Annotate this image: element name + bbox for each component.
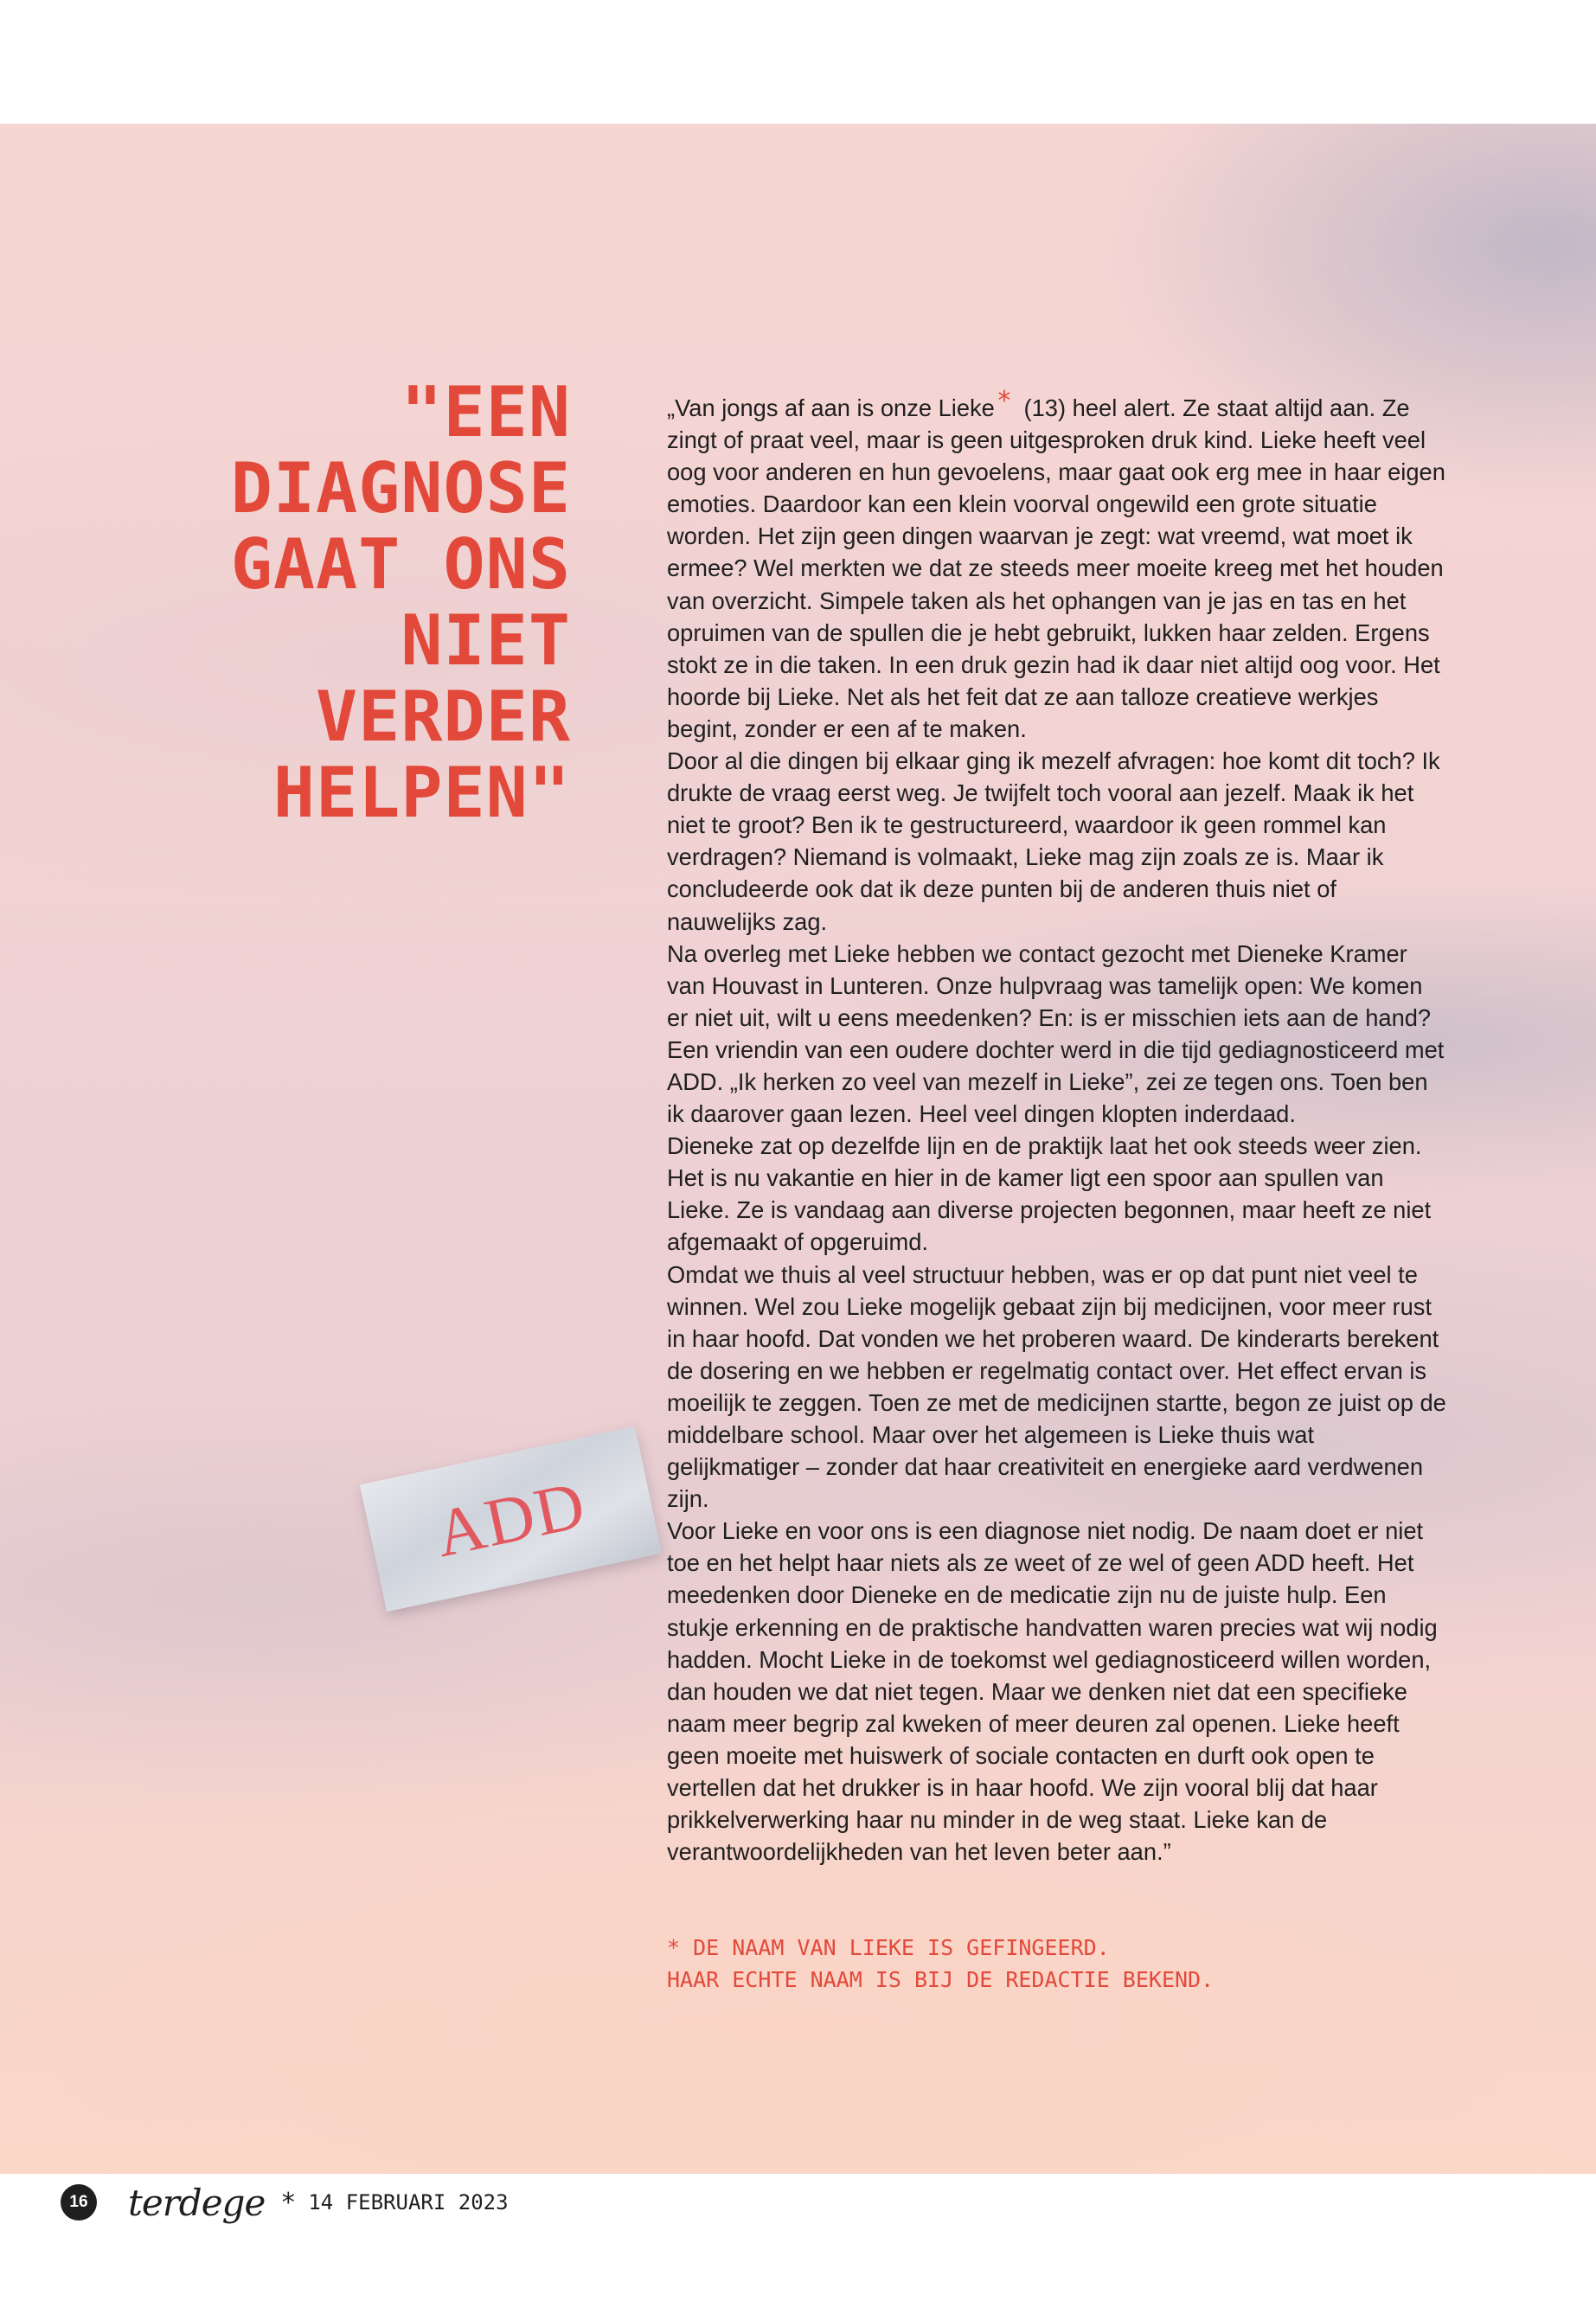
body-paragraph: Omdat we thuis al veel structuur hebben, was er op dat punt niet veel te winnen. Wel zou Lieke mogelijk gebaat zijn bij medicijnen, voor meer rust in haar hoofd. Dat vonden we het proberen waard. De kinderarts berekent de dosering en we hebben er regelmatig contact over. Het effect ervan is moeilijk te zeggen. Toen ze met de medicijnen startte, begon ze juist op de middelbare school. Maar over het algemeen is Lieke thuis wat gelijkmatiger – zonder dat haar creativiteit en energieke aard verdwenen zijn. [667, 1260, 1446, 1513]
body-paragraph [667, 385, 1450, 745]
headline-line: DIAGNOSE [230, 448, 571, 529]
add-tape-sticker [360, 1426, 662, 1612]
footnote-asterisk-icon: * [996, 386, 1012, 416]
body-paragraph: Voor Lieke en voor ons is een diagnose niet nodig. De naam doet er niet toe en het helpt haar niets als ze weet of ze wel of geen ADD heeft. Het meedenken door Dieneke en de medicatie zijn nu de juiste hulp. Een stukje erkenning en de praktische handvatten waren precies wat wij nodig hadden. Mocht Lieke in de toekomst wel gediagnosticeerd willen worden, dan houden we dat niet tegen. Maar we denken niet dat een specifieke naam meer begrip zal kweken of meer deuren zal openen. Lieke heeft geen moeite met huiswerk of sociale contacten en durft ook open te vertellen dat het drukker is in haar hoofd. We zijn vooral blij dat haar prikkelverwerking haar nu minder in de weg staat. Lieke kan de verantwoordelijkheden van het leven beter aan.” [667, 1517, 1438, 1866]
body-paragraph: Dieneke zat op dezelfde lijn en de praktijk laat het ook steeds weer zien. Het is nu vakantie en hier in de kamer ligt een spoor aan spullen van Lieke. Ze is vandaag aan diverse projecten begonnen, maar heeft ze niet afgemaakt of opgeruimd. [667, 1132, 1432, 1256]
headline-line: HELPEN" [272, 753, 571, 833]
headline-line: VERDER [316, 676, 571, 757]
article-body [667, 385, 1450, 1868]
body-paragraph: Na overleg met Lieke hebben we contact gezocht met Dieneke Kramer van Houvast in Lunteren. Onze hulpvraag was tamelijk open: We komen er niet uit, wilt u eens meedenken? En: is er misschien iets aan de hand? Een vriendin van een oudere dochter werd in die tijd gediagnosticeerd met ADD. „Ik herken zo veel van mezelf in Lieke”, zei ze tegen ons. Toen ben ik daarover gaan lezen. Heel veel dingen klopten inderdaad. [667, 939, 1445, 1128]
footnote-line: * DE NAAM VAN LIEKE IS GEFINGEERD. [667, 1935, 1110, 1960]
magazine-logo: terdege [128, 2181, 266, 2224]
body-paragraph: Door al die dingen bij elkaar ging ik mezelf afvragen: hoe komt dit toch? Ik drukte de vraag eerst weg. Je twijfelt toch vooral aan jezelf. Maak ik het niet te groot? Ben ik te gestructureerd, waardoor ik geen rommel kan verdragen? Niemand is volmaakt, Lieke mag zijn zoals ze is. Maar ik concludeerde ook dat ik deze punten bij de anderen thuis niet of nauwelijks zag. [667, 747, 1440, 935]
page-folio [61, 2182, 509, 2222]
issue-date: 14 FEBRUARI 2023 [308, 2190, 509, 2214]
headline-line: NIET [401, 600, 571, 681]
pull-quote-headline [147, 372, 571, 833]
headline-line: GAAT ONS [230, 524, 571, 605]
intro-text-start: „Van jongs af aan is onze Lieke [667, 394, 995, 421]
footnote-line: HAAR ECHTE NAAM IS BIJ DE REDACTIE BEKEND. [667, 1967, 1215, 1992]
intro-text-rest: (13) heel alert. Ze staat altijd aan. Ze zingt of praat veel, maar is geen uitgesproken druk kind. Lieke heeft veel oog voor anderen en hun gevoelens, maar gaat ook erg mee in haar eigen emoties. Daardoor kan een klein voorval ongewild een grote situatie worden. Het zijn geen dingen waarvan je zegt: wat vreemd, wat moet ik ermee? Wel merkten we dat ze steeds meer moeite kreeg met het houden van overzicht. Simpele taken als het ophangen van je jas en tas en het opruimen van de spullen die je hebt gebruikt, lukken haar zelden. Ergens stokt ze in die taken. In een druk gezin had ik daar niet altijd oog voor. Het hoorde bij Lieke. Net als het feit dat ze aan talloze creatieve werkjes begint, zonder er een af te maken. [667, 394, 1445, 742]
page-number-badge: 16 [61, 2184, 97, 2221]
sticker-label: ADD [428, 1465, 593, 1572]
name-footnote [667, 1932, 1450, 1996]
star-separator-icon: * [280, 2187, 297, 2218]
magazine-page [0, 124, 1596, 2224]
headline-line: "EEN [401, 372, 571, 452]
